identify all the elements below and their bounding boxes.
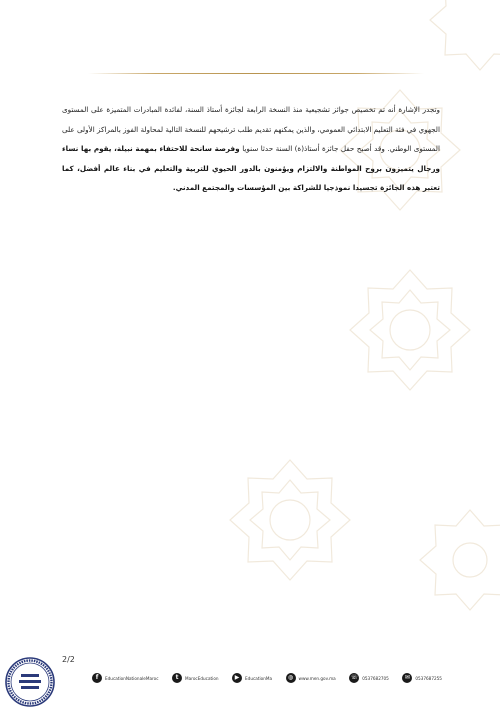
fax-number: 0537687255 <box>415 675 442 681</box>
footer-facebook[interactable] <box>92 673 159 683</box>
footer-contacts <box>92 670 442 686</box>
phone-icon: ☏ <box>350 674 358 681</box>
facebook-icon: f <box>92 673 102 683</box>
footer-website[interactable] <box>286 673 336 683</box>
footer-fax[interactable] <box>402 673 442 683</box>
youtube-handle: EducationMa <box>245 675 273 681</box>
twitter-icon: t <box>172 673 182 683</box>
footer-twitter[interactable] <box>172 673 219 683</box>
phone-number: 0537682705 <box>362 675 389 681</box>
ministry-seal <box>4 656 56 708</box>
paragraph-regular: وتجدر الإشارة أنه تم تخصيص جوائز تشجيعية منذ النسخة الرابعة لجائزة أستاذ السنة، لفائدة المبادرات المتميزة على المستوى الجهوي في فئة التعليم الابتدائي العمومي، والذين يمكنهم تقديم طلب ترشيحهم للنسخة التالية لمحاولة الفوز بالمراكز الأولى على المستوى الوطني. وقد أصبح حفل جائزة أستاذ(ة) السنة حدثا سنويا <box>62 105 440 153</box>
body-text <box>62 100 440 198</box>
footer-youtube[interactable] <box>232 673 272 683</box>
fax-icon: ✉ <box>402 673 412 683</box>
page-number: 2/2 <box>62 655 75 664</box>
youtube-icon: ▶ <box>232 673 242 683</box>
facebook-handle: EducationNationaleMaroc <box>105 675 159 681</box>
body-paragraph <box>62 100 440 198</box>
website-url: www.men.gov.ma <box>298 675 336 681</box>
twitter-handle: MarocEducation <box>185 675 219 681</box>
paragraph-bold: وفرصة سانحة للاحتفاء بمهمة نبيلة، يقوم بها نساء ورجال يتميزون بروح المواطنة والالتزام ويؤمنون بالدور الحيوي للتربية والتعليم في بناء عالم أفضل، كما تعتبر هذه الجائزة تجسيدا نموذجيا للشراكة بين المؤسسات والمجتمع المدني. <box>62 144 440 192</box>
footer-phone[interactable] <box>349 673 389 683</box>
header-rule <box>88 73 424 74</box>
globe-icon: ◍ <box>286 673 296 683</box>
